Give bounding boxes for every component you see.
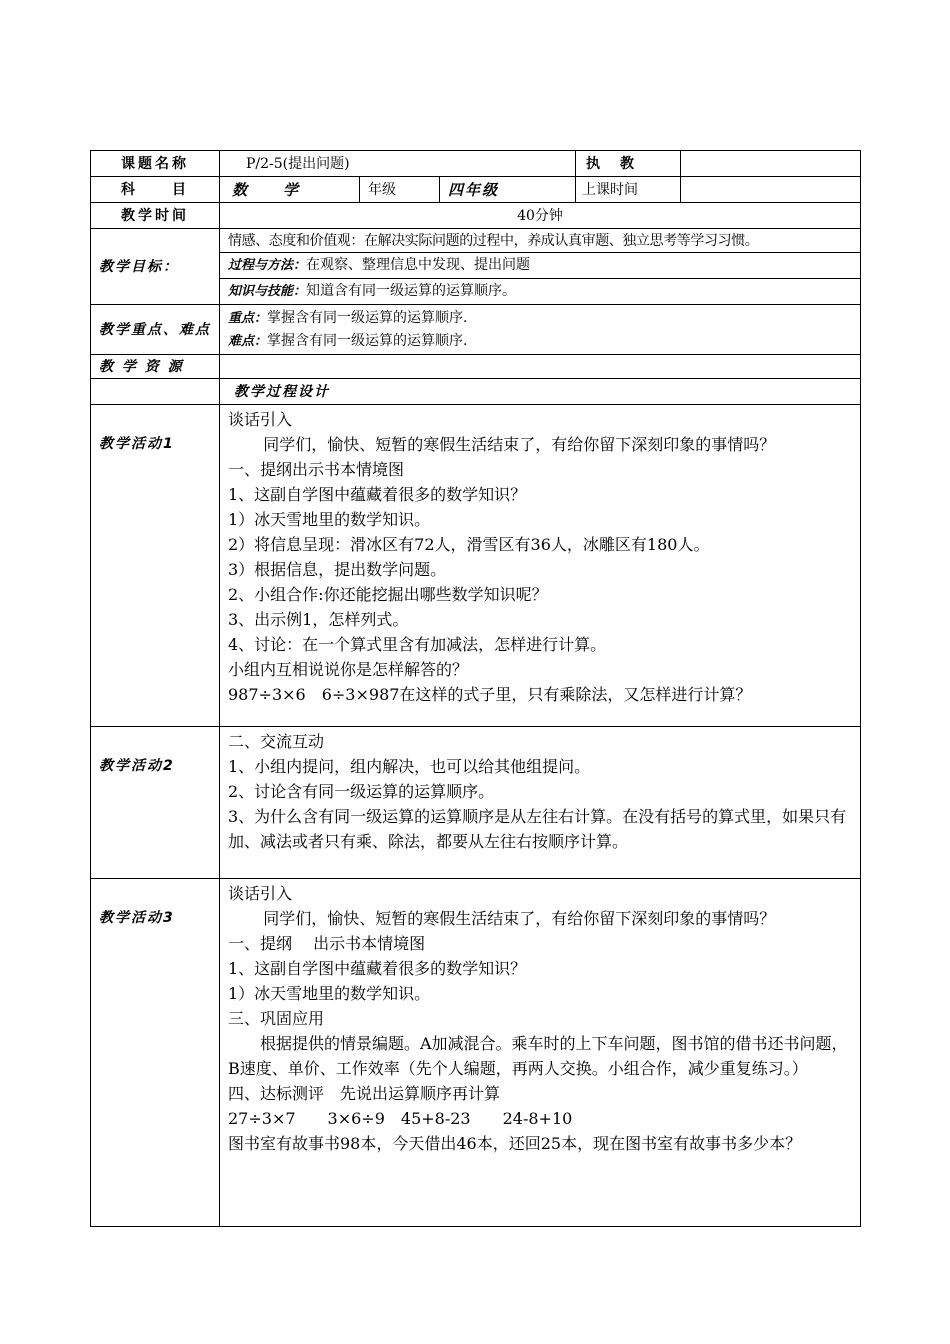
key-points-cell: [220, 305, 861, 355]
activity-1-line: 3、出示例1，怎样列式。: [228, 610, 409, 629]
objective-process: [220, 253, 861, 279]
row-activity-2: [91, 727, 861, 879]
activity-1-line: 一、提纲出示书本情境图: [228, 460, 405, 479]
process-design-blank: [91, 379, 220, 405]
objective-emotion: 情感、态度和价值观：在解决实际问题的过程中，养成认真审题、独立思考等学习习惯。: [220, 229, 861, 253]
lesson-plan-table: [90, 150, 861, 1227]
activity-3-content: [220, 879, 861, 1227]
knowledge-label: 知识与技能：: [228, 284, 307, 299]
course-label: 课题名称: [91, 151, 220, 177]
activity-3-line: 四、达标测评 先说出运算顺序再计算: [228, 1084, 501, 1103]
process-text: 在观察、整理信息中发现、提出问题: [306, 257, 531, 273]
activity-2-content: [220, 727, 861, 879]
activity-2-line: 二、交流互动: [228, 732, 325, 751]
activity-1-line: 1）冰天雪地里的数学知识。: [228, 510, 431, 529]
process-label: 过程与方法：: [228, 258, 307, 273]
activity-1-line: 3）根据信息，提出数学问题。: [228, 560, 447, 579]
key-points-label: 教学重点、难点: [91, 305, 220, 355]
activity-1-line: 987÷3×6 6÷3×987在这样的式子里，只有乘除法，又怎样进行计算？: [228, 685, 752, 704]
activity-1-line: 同学们，愉快、短暂的寒假生活结束了，有给你留下深刻印象的事情吗？: [263, 435, 776, 454]
row-resources: [91, 355, 861, 379]
teach-time-value: 40分钟: [220, 203, 861, 229]
row-process-design: [91, 379, 861, 405]
activity-1-label: 教学活动1: [91, 405, 220, 727]
row-key-points: [91, 305, 861, 355]
activity-2-line: 1、小组内提问，组内解决，也可以给其他组提问。: [228, 757, 591, 776]
activity-3-line: 同学们，愉快、短暂的寒假生活结束了，有给你留下深刻印象的事情吗？: [263, 909, 776, 928]
activity-1-line: 1、这副自学图中蕴藏着很多的数学知识？: [228, 485, 527, 504]
activity-3-line: 一、提纲 出示书本情境图: [228, 934, 426, 953]
resources-label: 教 学 资 源: [91, 355, 220, 379]
subject-value: 数 学: [220, 177, 360, 203]
subject-label: 科 目: [91, 177, 220, 203]
row-course: [91, 151, 861, 177]
row-activity-1: [91, 405, 861, 727]
teacher-value: [681, 151, 861, 177]
difficult-text: 掌握含有同一级运算的运算顺序.: [267, 332, 468, 349]
class-time-label: 上课时间: [576, 177, 681, 203]
key-text: 掌握含有同一级运算的运算顺序.: [267, 309, 468, 326]
process-design-label: 教学过程设计: [220, 379, 861, 405]
activity-3-line: 三、巩固应用: [228, 1009, 325, 1028]
activity-3-line: 27÷3×7 3×6÷9 45+8-23 24-8+10: [228, 1109, 573, 1128]
teacher-label: 执 教: [576, 151, 681, 177]
grade-value: 四年级: [440, 177, 576, 203]
difficult-label: 难点：: [228, 333, 268, 349]
activity-3-line: 图书室有故事书98本，今天借出46本，还回25本，现在图书室有故事书多少本？: [228, 1134, 802, 1153]
teach-time-label: 教学时间: [91, 203, 220, 229]
key-label: 重点：: [228, 310, 268, 326]
row-teach-time: [91, 203, 861, 229]
activity-1-line: 2、小组合作:你还能挖掘出哪些数学知识呢？: [228, 585, 548, 604]
activity-3-line: 根据提供的情景编题。A加减混合。乘车时的上下车问题，图书馆的借书还书问题，B速度、单价、工作效率（先个人编题，再两人交换。小组合作，减少重复练习。）: [228, 1034, 848, 1078]
activity-3-line: 谈话引入: [228, 884, 293, 903]
knowledge-text: 知道含有同一级运算的运算顺序。: [306, 283, 517, 299]
row-activity-3: [91, 879, 861, 1227]
objectives-label: 教学目标：: [91, 229, 220, 305]
activity-1-line: 谈话引入: [228, 410, 293, 429]
row-objective-emotion: [91, 229, 861, 253]
activity-3-line: 1、这副自学图中蕴藏着很多的数学知识？: [228, 959, 527, 978]
activity-1-content: [220, 405, 861, 727]
objective-knowledge: [220, 279, 861, 305]
activity-2-line: 2、讨论含有同一级运算的运算顺序。: [228, 782, 495, 801]
activity-2-line: 3、为什么含有同一级运算的运算顺序是从左往右计算。在没有括号的算式里，如果只有加、减法或者只有乘、除法，都要从左往右按顺序计算。: [228, 807, 847, 851]
activity-2-label: 教学活动2: [91, 727, 220, 879]
activity-3-line: 1）冰天雪地里的数学知识。: [228, 984, 431, 1003]
class-time-value: [681, 177, 861, 203]
activity-3-label: 教学活动3: [91, 879, 220, 1227]
activity-1-line: 小组内互相说说你是怎样解答的？: [228, 660, 469, 679]
resources-value: [220, 355, 861, 379]
row-subject: [91, 177, 861, 203]
activity-1-line: 4、讨论：在一个算式里含有加减法，怎样进行计算。: [228, 635, 607, 654]
activity-1-line: 2）将信息呈现：滑冰区有72人，滑雪区有36人，冰雕区有180人。: [228, 535, 710, 554]
course-value: P/2-5(提出问题): [220, 151, 576, 177]
grade-label: 年级: [360, 177, 440, 203]
